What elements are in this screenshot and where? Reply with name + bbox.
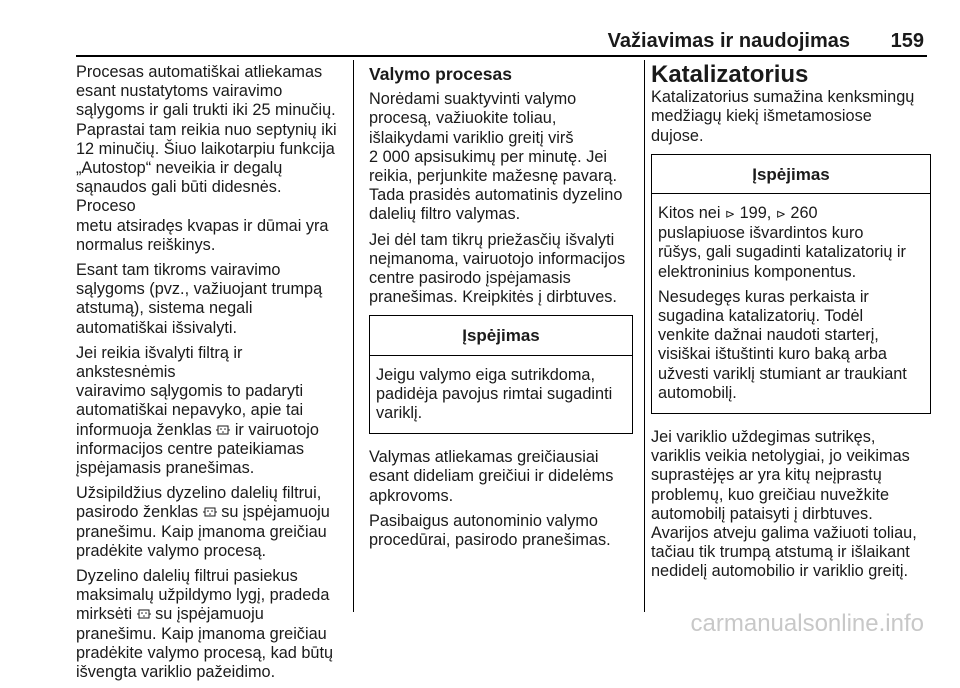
paragraph: Norėdami suaktyvinti valymo procesą, važiuokite toliau, išlaikydami variklio greitį virš 2 000 apsisukimų per minutę. Jei reikia, perjunkite mažesnę pavarą. Tada prasidės automatinis dyzelino dalelių filtro valymas. bbox=[369, 90, 623, 224]
paragraph: Jei reikia išvalyti filtrą ir ankstesnėmis vairavimo sąlygomis to padaryti automatiškai nepavyko, apie tai informuoja ženklas ir vairuotojo informacijos centre pateikiamas įspėjamasis pranešimas. bbox=[76, 343, 319, 478]
column-divider bbox=[644, 60, 645, 612]
header-rule bbox=[76, 55, 927, 57]
paragraph: Jei variklio uždegimas sutrikęs, variklis veikia netolygiai, jo veikimas suprastėjęs ar yra kitų neįprastų problemų, kuo greičiau nuvežkite automobilį pataisyti į dirbtuves. Avarijos atveju galima važiuoti toliau, tačiau tik trumpą atstumą ir išlaikant nedidelį automobilio ir variklio greitį. bbox=[651, 428, 917, 581]
chapter-title: Važiavimas ir naudojimas bbox=[607, 30, 850, 52]
page-ref-arrow-icon: ⊳ bbox=[775, 207, 786, 222]
column-3 bbox=[651, 63, 933, 588]
column-divider bbox=[353, 60, 354, 612]
paragraph: Jei dėl tam tikrų priežasčių išvalyti neįmanoma, vairuotojo informacijos centre pasirodo įspėjamasis pranešimas. Kreipkitės į dirbtuves. bbox=[369, 230, 626, 307]
watermark: carmanualsonline.info bbox=[690, 610, 924, 637]
warning-title: Įspėjimas bbox=[370, 316, 632, 355]
section-heading: Katalizatorius bbox=[651, 61, 809, 88]
column-2 bbox=[369, 63, 635, 556]
column-1 bbox=[76, 63, 344, 688]
page-ref-link[interactable]: 199, bbox=[739, 204, 772, 223]
dpf-filter-icon bbox=[137, 607, 151, 621]
warning-text: Jeigu valymo eiga sutrikdoma, padidėja pavojus rimtai sugadinti variklį. bbox=[376, 365, 613, 423]
warning-text: Nesudegęs kuras perkaista ir sugadina katalizatorių. Todėl venkite dažnai naudoti starterį, visiškai ištuštinti kuro baką arba užvesti variklį stumiant ar traukiant automobilį. bbox=[658, 287, 907, 402]
dpf-filter-icon bbox=[203, 505, 217, 519]
paragraph: Valymas atliekamas greičiausiai esant dideliam greičiui ir didelėms apkrovoms. bbox=[369, 448, 614, 505]
section-heading: Valymo procesas bbox=[369, 64, 512, 84]
warning-box bbox=[651, 154, 931, 414]
page-ref-arrow-icon: ⊳ bbox=[724, 207, 736, 222]
page-number: 159 bbox=[890, 30, 924, 52]
warning-text: Kitos nei ⊳ 199, ⊳ 260 puslapiuose išvardintos kuro rūšys, gali sugadinti katalizatorių ir elektroninius komponentus. bbox=[658, 204, 906, 281]
page-header bbox=[0, 0, 960, 60]
paragraph: Esant tam tikroms vairavimo sąlygoms (pvz., važiuojant trumpą atstumą), sistema negali automatiškai išsivalyti. bbox=[76, 261, 323, 337]
dpf-filter-icon bbox=[216, 423, 230, 437]
warning-title: Įspėjimas bbox=[652, 155, 930, 194]
paragraph: Pasibaigus autonominio valymo procedūrai, pasirodo pranešimas. bbox=[369, 511, 611, 550]
paragraph: Dyzelino dalelių filtrui pasiekus maksimalų užpildymo lygį, pradeda mirksėti su įspėjamuoju pranešimu. Kaip įmanoma greičiau pradėkite valymo procesą, kad būtų išvengta variklio pažeidimo. bbox=[76, 567, 334, 682]
paragraph: Užsipildžius dyzelino dalelių filtrui, pasirodo ženklas su įspėjamuoju pranešimu. Kaip įmanoma greičiau pradėkite valymo procesą. bbox=[76, 484, 330, 560]
paragraph: Procesas automatiškai atliekamas esant nustatytoms vairavimo sąlygoms ir gali trukti iki 25 minučių. Paprastai tam reikia nuo septynių iki 12 minučių. Šiuo laikotarpiu funkcija „Autostop“ neveikia ir degalų sąnaudos gali būti didesnės. Proceso metu atsiradęs kvapas ir dūmai yra normalus reiškinys. bbox=[76, 63, 337, 254]
page-ref-link[interactable]: 260 bbox=[790, 204, 818, 223]
warning-box bbox=[369, 315, 633, 434]
paragraph: Katalizatorius sumažina kenksmingų medžiagų kiekį išmetamosiose dujose. bbox=[651, 88, 915, 145]
